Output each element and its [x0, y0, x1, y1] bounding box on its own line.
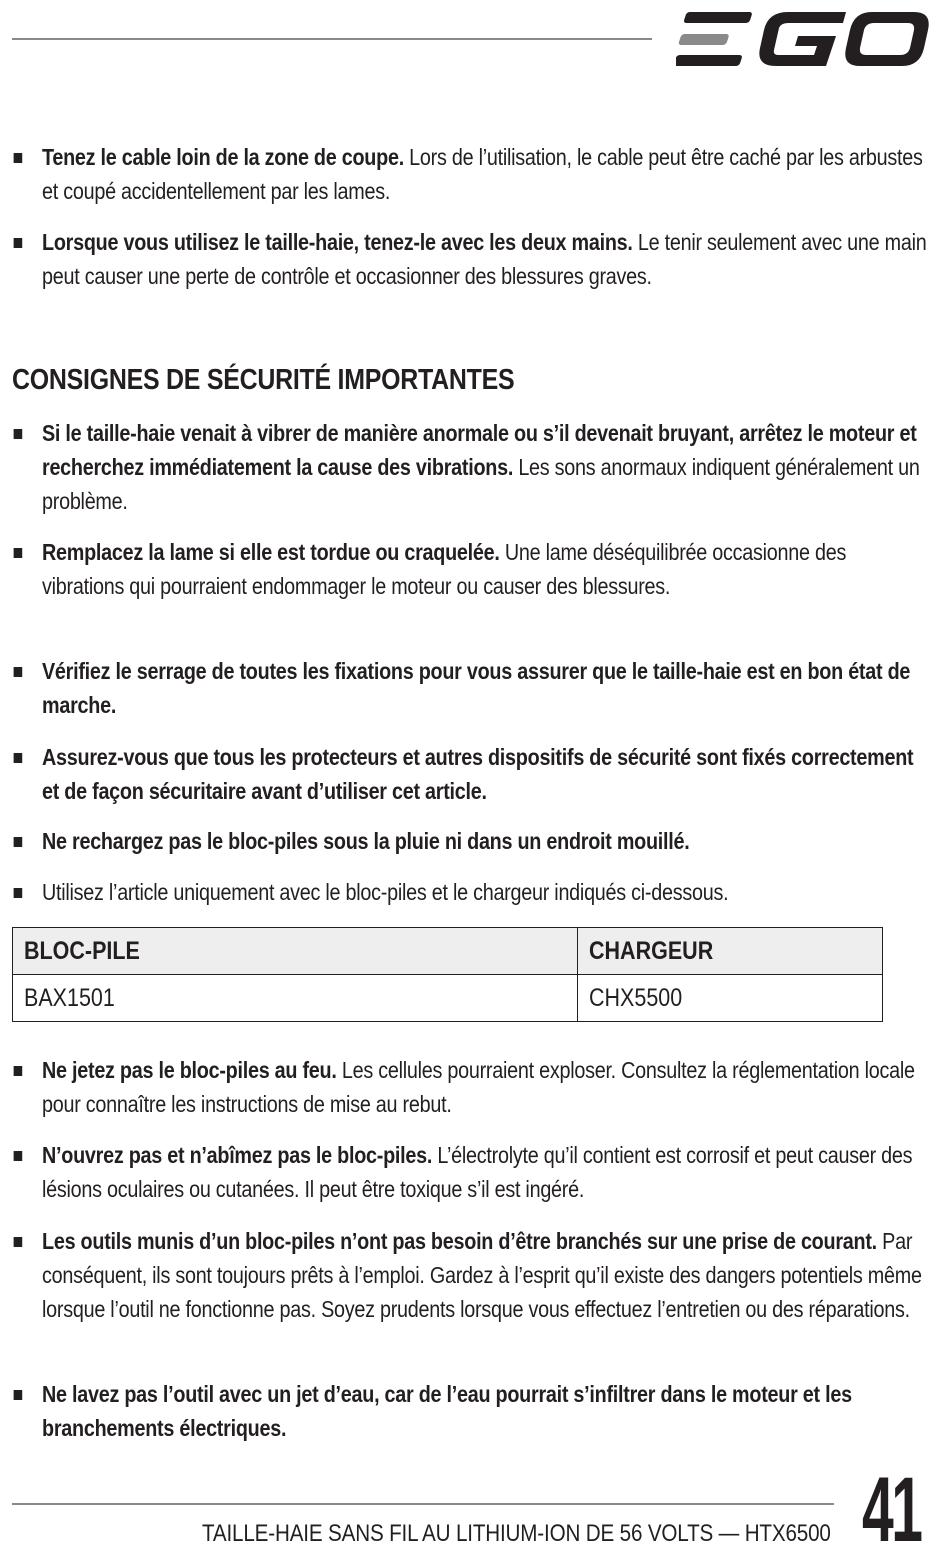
table-header-battery: BLOC-PILE	[13, 928, 578, 975]
bullet-abnormal-vibration: Si le taille-haie venait à vibrer de manière anormale ou s’il devenait bruyant, arrêtez le moteur et recherchez immédiatement la cause des vibrations. Les sons anormaux indiquent généralement un problème.	[42, 416, 932, 518]
bullet-battery-charger-only: Utilisez l’article uniquement avec le bloc-piles et le chargeur indiqués ci-dessous.	[42, 875, 932, 909]
bullet-guards-fixed: Assurez-vous que tous les protecteurs et autres dispositifs de sécurité sont fixés correctement et de façon sécuritaire avant d’utiliser cet article.	[42, 740, 932, 808]
table-cell-charger: CHX5500	[578, 975, 883, 1022]
bullet-replace-blade: Remplacez la lame si elle est tordue ou craquelée. Une lame déséquilibrée occasionne des vibrations qui pourraient endommager le moteur ou causer des blessures.	[42, 535, 932, 603]
bullet-do-not-open: N’ouvrez pas et n’abîmez pas le bloc-piles. L’électrolyte qu’il contient est corrosif et peut causer des lésions oculaires ou cutanées. Il peut être toxique s’il est ingéré.	[42, 1138, 932, 1206]
page-number: 41	[862, 1459, 921, 1561]
bullet-check-fasteners: Vérifiez le serrage de toutes les fixations pour vous assurer que le taille-haie est en bon état de marche.	[42, 654, 932, 722]
table-header-row	[13, 928, 883, 975]
section-title: CONSIGNES DE SÉCURITÉ IMPORTANTES	[12, 364, 515, 396]
bullet-cable-cut-zone: Tenez le cable loin de la zone de coupe. Lors de l’utilisation, le cable peut être caché par les arbustes et coupé accidentellement par les lames.	[42, 140, 932, 208]
table-cell-battery: BAX1501	[13, 975, 578, 1022]
table-header-charger: CHARGEUR	[578, 928, 883, 975]
footer-rule	[12, 1503, 834, 1505]
ego-logo	[676, 8, 932, 70]
table-row	[13, 975, 883, 1022]
battery-charger-table	[12, 927, 883, 1022]
footer-title: TAILLE-HAIE SANS FIL AU LITHIUM-ION DE 56 VOLTS — HTX6500	[202, 1520, 831, 1547]
bullet-no-rain-charging: Ne rechargez pas le bloc-piles sous la pluie ni dans un endroit mouillé.	[42, 824, 932, 858]
bullet-no-water-jet: Ne lavez pas l’outil avec un jet d’eau, car de l’eau pourrait s’infiltrer dans le moteur et les branchements électriques.	[42, 1377, 932, 1445]
bullet-cordless-tools: Les outils munis d’un bloc-piles n’ont pas besoin d’être branchés sur une prise de courant. Par conséquent, ils sont toujours prêts à l’emploi. Gardez à l’esprit qu’il existe des dangers potentiels même lorsque l’outil ne fonctionne pas. Soyez prudents lorsque vous effectuez l’entretien ou des réparations.	[42, 1224, 932, 1326]
bullet-two-hands: Lorsque vous utilisez le taille-haie, tenez-le avec les deux mains. Le tenir seulement avec une main peut causer une perte de contrôle et occasionner des blessures graves.	[42, 225, 932, 293]
header-rule	[12, 38, 652, 40]
bullet-no-fire: Ne jetez pas le bloc-piles au feu. Les cellules pourraient exploser. Consultez la réglementation locale pour connaître les instructions de mise au rebut.	[42, 1053, 932, 1121]
